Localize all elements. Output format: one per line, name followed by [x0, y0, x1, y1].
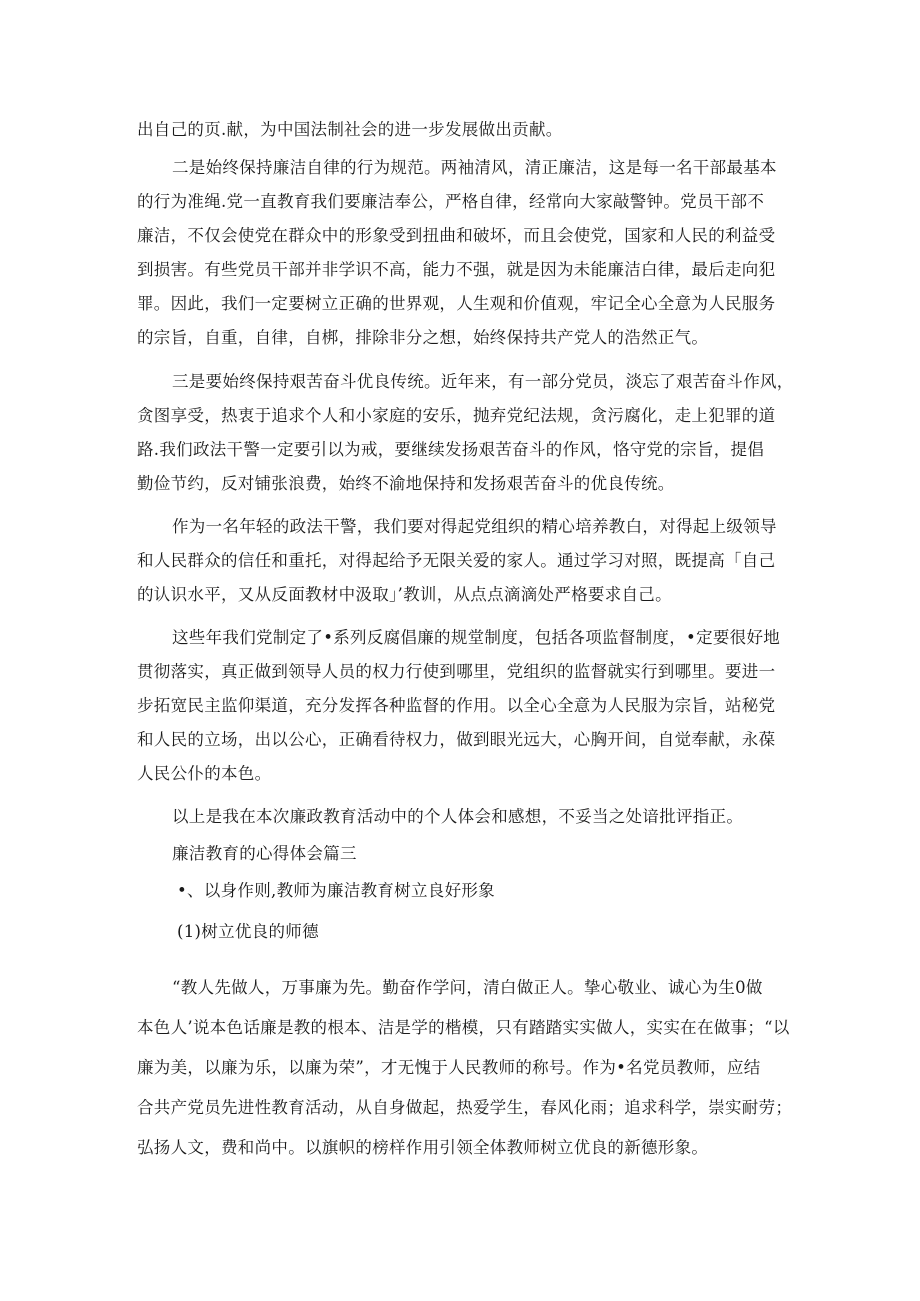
- subheading-title: (1)树立优良的师德: [177, 922, 319, 941]
- text-line: 三是要始终保持艰苦奋斗优良传统。近年来，有一部分党员，淡忘了艰苦奋斗作风，: [172, 372, 794, 391]
- paragraph-hard-work-tradition: [137, 365, 797, 501]
- subheading: [137, 915, 797, 949]
- text-line: 本色人’说本色话廉是教的根本、洁是学的楷模，只有踏踏实实做人，实实在在做事；“以: [137, 1018, 790, 1037]
- text-line: 以上是我在本次廉政教育活动中的个人体会和感想，不妥当之处谙批评指正。: [172, 807, 744, 826]
- paragraph-conclusion: [137, 800, 797, 834]
- paragraph-continuation: [137, 113, 797, 147]
- section-title: 廉洁教育的心得体会篇三: [172, 844, 357, 863]
- text-line: 合共产党员先进性教育活动，从自身做起，热爱学生，春风化雨；追求科学，崇实耐劳；: [137, 1098, 793, 1117]
- text-line: 和人民的立场，出以公心，正确看待权力，做到眼光远大，心胸开间，自觉奉献，永葆: [137, 730, 776, 749]
- text-line: 出自己的页.献，为中国法制社会的进一步发展做出贡献。: [137, 120, 563, 139]
- text-line: 廉为美，以廉为乐，以廉为荣”，才无愧于人民教师的称号。作为•名党员教师，应结: [137, 1058, 761, 1077]
- text-line: 路.我们政法干警一定要引以为戒，要继续发扬艰苦奋斗的作风，恪守党的宗旨，提倡: [137, 440, 765, 459]
- paragraph-supervision-system: [137, 621, 797, 791]
- paragraph-integrity-discipline: [137, 151, 797, 355]
- text-line: 的宗旨，自重，自律，自梆，排除非分之想，始终保持共产党人的浩然正气。: [137, 328, 709, 347]
- text-line: “教人先做人，万事廉为先。勤奋作学问，清白做正人。挚心敬业、诚心为生0做: [172, 978, 763, 997]
- text-line: 人民公仆的本色。: [137, 764, 272, 783]
- text-line: 贪图享受，热衷于追求个人和小家庭的安乐，抛弃党纪法规，贪污腐化，走上犯罪的道: [137, 406, 776, 425]
- text-line: 勤俭节约，反对铺张浪费，始终不渝地保持和发扬艰苦奋斗的优良传统。: [137, 474, 675, 493]
- text-line: 廉洁，不仅会使党在群众中的形象受到扭曲和破坏，而且会使党，国家和人民的利益受: [137, 226, 776, 245]
- section-heading: [137, 837, 797, 871]
- text-line: 这些年我们党制定了•系列反腐倡廉的规堂制度，包括各项监督制度，•定要很好地: [172, 628, 781, 647]
- text-line: 的认识水平，又从反面教材中汲取」’教训，从点点滴滴处严格要求自己。: [137, 585, 672, 604]
- paragraph-teacher-ethics: [137, 968, 797, 1168]
- text-line: 和人民群众的信任和重托，对得起给予无限关爱的家人。通过学习对照，既提高「自己: [137, 551, 776, 570]
- text-line: 罪。因此，我们一定要树立正确的世界观，人生观和价值观，牢记全心全意为人民服务: [137, 294, 776, 313]
- text-line: 步拓宽民主监仰渠道，充分发挥各种监督的作用。以全心全意为人民服为宗旨，站秘党: [137, 696, 776, 715]
- text-line: 贯彻落实，真正做到领导人员的权力行使到哪里，党组织的监督就实行到哪里。要进一: [137, 662, 776, 681]
- item-title: •、以身作则,教师为廉洁教育树立良好形象: [177, 881, 495, 900]
- text-line: 弘扬人文，费和尚中。以旗帜的榜样作用引领全体教师树立优良的新德形象。: [137, 1138, 709, 1157]
- text-line: 的行为准绳.党一直教育我们要廉洁奉公，严格自律，经常向大家敲警钟。党员干部不: [137, 192, 765, 211]
- item-heading: [137, 874, 797, 908]
- text-line: 作为一名年轻的政法干警，我们要对得起党组织的精心培养教白，对得起上级领导: [172, 517, 777, 536]
- text-line: 二是始终保持廉洁自律的行为规范。两袖清风，清正廉洁，这是每一名干部最基本: [172, 158, 777, 177]
- paragraph-young-officer: [137, 510, 797, 612]
- text-line: 到损害。有些党员干部并非学识不高，能力不强，就是因为未能廉洁白律，最后走向犯: [137, 260, 776, 279]
